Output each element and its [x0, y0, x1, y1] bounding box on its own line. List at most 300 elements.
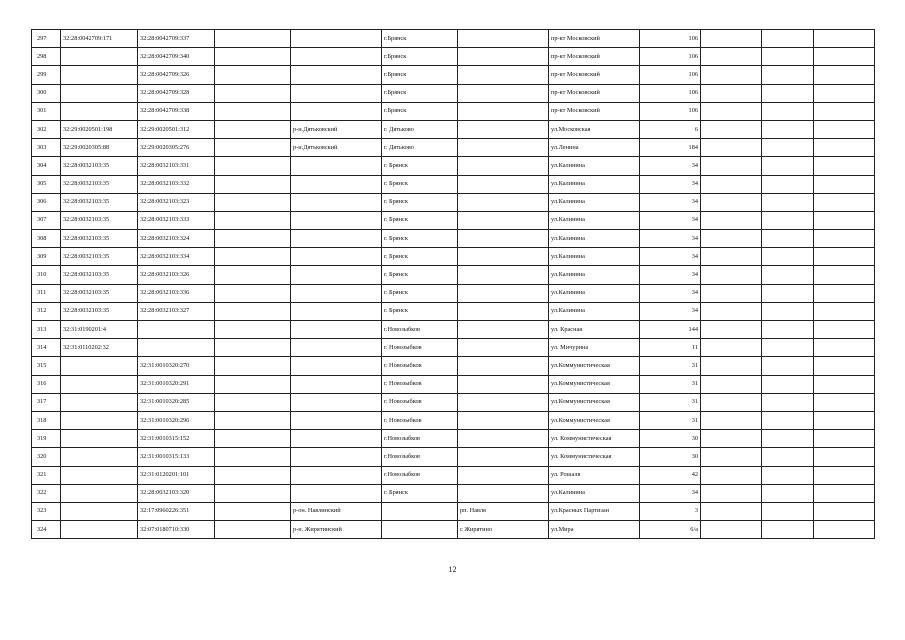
table-cell-city: г. Дятьково: [382, 139, 458, 157]
table-cell-cadastral-number-parcel: [61, 502, 138, 520]
table-cell-row-number: 319: [32, 430, 61, 448]
table-cell-extra-col-3: [814, 157, 875, 175]
table-row: [32, 339, 875, 357]
table-cell-house-number: 31: [640, 375, 701, 393]
table-cell-extra-col-1: [701, 120, 762, 138]
table-cell-extra-col-3: [814, 339, 875, 357]
table-cell-cadastral-number-parcel: 32:31:0190201:4: [61, 321, 138, 339]
table-cell-district: [291, 448, 382, 466]
table-cell-house-number: 34: [640, 284, 701, 302]
table-cell-extra-col-1: [701, 157, 762, 175]
table-cell-row-number: 313: [32, 321, 61, 339]
table-cell-settlement: [458, 157, 549, 175]
table-cell-settlement: [458, 211, 549, 229]
table-cell-cadastral-number-object: 32:28:0032103:320: [138, 484, 215, 502]
table-body: [32, 30, 875, 539]
table-cell-street: ул.Ленина: [549, 139, 640, 157]
table-cell-cadastral-number-object: 32:29:0020501:312: [138, 120, 215, 138]
table-cell-extra-col-2: [762, 266, 814, 284]
table-cell-house-number: 34: [640, 302, 701, 320]
table-row: [32, 357, 875, 375]
table-cell-extra-col-2: [762, 466, 814, 484]
table-cell-cadastral-number-object: 32:28:0042709:337: [138, 30, 215, 48]
table-cell-district: [291, 375, 382, 393]
table-cell-extra-col-2: [762, 502, 814, 520]
table-cell-cadastral-number-object: 32:28:0042709:340: [138, 48, 215, 66]
table-cell-cadastral-number-parcel: 32:28:0032103:35: [61, 284, 138, 302]
table-cell-extra-col-1: [701, 266, 762, 284]
table-cell-street: ул. Красная: [549, 321, 640, 339]
table-cell-district: [291, 30, 382, 48]
table-cell-cadastral-number-parcel: [61, 393, 138, 411]
table-cell-blank-col: [215, 248, 291, 266]
table-cell-extra-col-1: [701, 411, 762, 429]
table-cell-cadastral-number-parcel: [61, 484, 138, 502]
table-cell-cadastral-number-parcel: 32:29:0020501:198: [61, 120, 138, 138]
table-cell-settlement: [458, 302, 549, 320]
table-cell-extra-col-1: [701, 66, 762, 84]
table-cell-row-number: 299: [32, 66, 61, 84]
table-cell-house-number: 106: [640, 48, 701, 66]
table-cell-blank-col: [215, 120, 291, 138]
table-cell-extra-col-1: [701, 521, 762, 539]
table-cell-settlement: [458, 30, 549, 48]
table-cell-cadastral-number-object: 32:31:0120201:101: [138, 466, 215, 484]
table-cell-row-number: 298: [32, 48, 61, 66]
table-cell-extra-col-1: [701, 248, 762, 266]
table-row: [32, 30, 875, 48]
table-cell-extra-col-2: [762, 521, 814, 539]
table-cell-extra-col-1: [701, 30, 762, 48]
table-cell-cadastral-number-parcel: [61, 430, 138, 448]
table-cell-cadastral-number-parcel: [61, 466, 138, 484]
table-cell-district: [291, 193, 382, 211]
table-cell-row-number: 310: [32, 266, 61, 284]
table-cell-city: [382, 502, 458, 520]
table-cell-extra-col-3: [814, 84, 875, 102]
table-cell-cadastral-number-object: 32:28:0032103:333: [138, 211, 215, 229]
table-cell-extra-col-1: [701, 284, 762, 302]
table-cell-city: г. Брянск: [382, 230, 458, 248]
table-cell-settlement: [458, 484, 549, 502]
table-cell-house-number: 34: [640, 266, 701, 284]
table-cell-row-number: 323: [32, 502, 61, 520]
table-cell-blank-col: [215, 211, 291, 229]
table-cell-street: ул. Мичурина: [549, 339, 640, 357]
table-cell-extra-col-2: [762, 66, 814, 84]
table-cell-street: пр-кт Московский: [549, 84, 640, 102]
table-cell-row-number: 300: [32, 84, 61, 102]
table-cell-extra-col-1: [701, 193, 762, 211]
table-row: [32, 466, 875, 484]
table-row: [32, 248, 875, 266]
table-cell-blank-col: [215, 175, 291, 193]
table-cell-cadastral-number-object: 32:28:0042709:328: [138, 84, 215, 102]
table-cell-extra-col-2: [762, 411, 814, 429]
table-cell-row-number: 312: [32, 302, 61, 320]
table-cell-extra-col-2: [762, 230, 814, 248]
table-row: [32, 120, 875, 138]
table-cell-district: [291, 266, 382, 284]
table-cell-extra-col-1: [701, 393, 762, 411]
table-cell-extra-col-3: [814, 321, 875, 339]
table-cell-house-number: 34: [640, 157, 701, 175]
table-cell-cadastral-number-parcel: 32:28:0032103:35: [61, 211, 138, 229]
table-cell-city: г. Новозыбков: [382, 357, 458, 375]
table-cell-city: г. Новозыбков: [382, 393, 458, 411]
table-cell-settlement: [458, 430, 549, 448]
table-cell-extra-col-1: [701, 230, 762, 248]
table-cell-blank-col: [215, 30, 291, 48]
table-cell-extra-col-2: [762, 139, 814, 157]
table-cell-blank-col: [215, 502, 291, 520]
table-cell-cadastral-number-parcel: 32:28:0032103:35: [61, 266, 138, 284]
table-cell-cadastral-number-parcel: 32:28:0032103:35: [61, 230, 138, 248]
table-cell-blank-col: [215, 411, 291, 429]
table-cell-city: г.Новозыбков: [382, 466, 458, 484]
table-cell-extra-col-2: [762, 321, 814, 339]
table-cell-extra-col-2: [762, 157, 814, 175]
table-cell-city: г. Брянск: [382, 284, 458, 302]
table-cell-extra-col-3: [814, 266, 875, 284]
table-cell-house-number: 184: [640, 139, 701, 157]
table-cell-extra-col-2: [762, 211, 814, 229]
table-cell-cadastral-number-object: [138, 321, 215, 339]
table-cell-house-number: 3: [640, 502, 701, 520]
table-cell-extra-col-1: [701, 84, 762, 102]
table-cell-row-number: 306: [32, 193, 61, 211]
table-cell-row-number: 302: [32, 120, 61, 138]
table-cell-street: ул.Красных Партизан: [549, 502, 640, 520]
table-cell-extra-col-2: [762, 484, 814, 502]
table-cell-street: пр-кт Московский: [549, 102, 640, 120]
table-cell-blank-col: [215, 84, 291, 102]
table-cell-city: г. Новозыбков: [382, 411, 458, 429]
table-cell-street: ул.Калинина: [549, 484, 640, 502]
table-cell-street: ул.Калинина: [549, 175, 640, 193]
table-cell-extra-col-1: [701, 466, 762, 484]
table-cell-cadastral-number-object: 32:28:0042709:326: [138, 66, 215, 84]
table-cell-district: [291, 466, 382, 484]
table-cell-city: г.Брянск: [382, 30, 458, 48]
table-cell-street: пр-кт Московский: [549, 48, 640, 66]
table-cell-cadastral-number-parcel: [61, 357, 138, 375]
table-cell-city: г.Брянск: [382, 102, 458, 120]
table-cell-cadastral-number-object: 32:29:0020305:276: [138, 139, 215, 157]
table-row: [32, 230, 875, 248]
table-cell-cadastral-number-object: 32:28:0032103:324: [138, 230, 215, 248]
table-cell-row-number: 307: [32, 211, 61, 229]
table-cell-extra-col-3: [814, 502, 875, 520]
table-cell-house-number: 31: [640, 393, 701, 411]
table-cell-district: [291, 230, 382, 248]
table-cell-street: ул.Калинина: [549, 266, 640, 284]
table-cell-house-number: 34: [640, 248, 701, 266]
table-cell-cadastral-number-parcel: [61, 84, 138, 102]
table-cell-cadastral-number-object: 32:28:0042709:338: [138, 102, 215, 120]
table-cell-extra-col-1: [701, 211, 762, 229]
table-cell-street: ул.Коммунистическая: [549, 411, 640, 429]
table-cell-extra-col-3: [814, 357, 875, 375]
table-cell-row-number: 320: [32, 448, 61, 466]
table-cell-city: г. Новозыбков: [382, 339, 458, 357]
table-cell-settlement: [458, 339, 549, 357]
table-cell-house-number: 42: [640, 466, 701, 484]
table-cell-extra-col-3: [814, 175, 875, 193]
table-cell-cadastral-number-parcel: 32:28:0032103:35: [61, 248, 138, 266]
table-cell-district: [291, 484, 382, 502]
table-cell-street: ул.Московская: [549, 120, 640, 138]
table-cell-extra-col-3: [814, 521, 875, 539]
table-row: [32, 411, 875, 429]
table-cell-settlement: [458, 411, 549, 429]
table-row: [32, 175, 875, 193]
table-cell-house-number: 144: [640, 321, 701, 339]
table-cell-house-number: 30: [640, 430, 701, 448]
table-cell-cadastral-number-parcel: 32:28:0032103:35: [61, 302, 138, 320]
table-cell-district: р-н.Дятьковский: [291, 139, 382, 157]
table-cell-cadastral-number-object: 32:31:0010320:285: [138, 393, 215, 411]
table-row: [32, 302, 875, 320]
table-cell-extra-col-3: [814, 30, 875, 48]
table-cell-blank-col: [215, 230, 291, 248]
table-cell-cadastral-number-object: 32:31:0010320:270: [138, 357, 215, 375]
table-cell-settlement: [458, 66, 549, 84]
table-row: [32, 193, 875, 211]
table-cell-settlement: [458, 393, 549, 411]
table-cell-street: ул.Калинина: [549, 230, 640, 248]
table-cell-extra-col-3: [814, 284, 875, 302]
table-cell-settlement: [458, 321, 549, 339]
table-cell-cadastral-number-parcel: [61, 521, 138, 539]
table-cell-district: [291, 102, 382, 120]
table-cell-street: ул.Коммунистическая: [549, 357, 640, 375]
table-cell-street: ул.Калинина: [549, 157, 640, 175]
table-cell-settlement: [458, 375, 549, 393]
table-cell-cadastral-number-parcel: 32:28:0032103:35: [61, 175, 138, 193]
table-cell-settlement: [458, 139, 549, 157]
table-cell-house-number: 6/а: [640, 521, 701, 539]
table-cell-settlement: [458, 102, 549, 120]
table-cell-extra-col-3: [814, 393, 875, 411]
table-cell-district: р-он. Навлинский: [291, 502, 382, 520]
table-cell-extra-col-1: [701, 448, 762, 466]
table-cell-blank-col: [215, 193, 291, 211]
table-cell-house-number: 11: [640, 339, 701, 357]
table-cell-cadastral-number-object: 32:31:0010320:291: [138, 375, 215, 393]
table-cell-cadastral-number-parcel: [61, 375, 138, 393]
table-cell-blank-col: [215, 339, 291, 357]
table-cell-row-number: 317: [32, 393, 61, 411]
table-row: [32, 139, 875, 157]
table-cell-cadastral-number-object: 32:28:0032103:332: [138, 175, 215, 193]
table-cell-extra-col-2: [762, 248, 814, 266]
table-cell-row-number: 301: [32, 102, 61, 120]
table-cell-settlement: [458, 230, 549, 248]
table-row: [32, 284, 875, 302]
table-cell-house-number: 34: [640, 484, 701, 502]
table-row: [32, 484, 875, 502]
table-cell-street: пр-кт Московский: [549, 66, 640, 84]
table-cell-city: г. Брянск: [382, 266, 458, 284]
table-cell-settlement: [458, 84, 549, 102]
table-cell-city: г. Брянск: [382, 484, 458, 502]
table-cell-house-number: 34: [640, 230, 701, 248]
table-row: [32, 375, 875, 393]
table-cell-city: г. Новозыбков: [382, 375, 458, 393]
table-cell-extra-col-2: [762, 30, 814, 48]
table-cell-cadastral-number-object: 32:28:0032103:327: [138, 302, 215, 320]
table-cell-settlement: рп. Навля: [458, 502, 549, 520]
table-cell-cadastral-number-parcel: [61, 102, 138, 120]
table-cell-cadastral-number-object: 32:28:0032103:334: [138, 248, 215, 266]
table-row: [32, 84, 875, 102]
table-cell-extra-col-2: [762, 284, 814, 302]
table-cell-settlement: [458, 357, 549, 375]
table-cell-district: [291, 339, 382, 357]
table-cell-street: ул.Калинина: [549, 284, 640, 302]
table-cell-street: ул. Коммунистическая: [549, 430, 640, 448]
table-cell-settlement: [458, 448, 549, 466]
table-row: [32, 502, 875, 520]
table-cell-extra-col-1: [701, 321, 762, 339]
table-cell-blank-col: [215, 448, 291, 466]
table-cell-extra-col-2: [762, 339, 814, 357]
table-row: [32, 48, 875, 66]
table-cell-district: [291, 393, 382, 411]
table-cell-cadastral-number-parcel: 32:28:0032103:35: [61, 157, 138, 175]
table-cell-row-number: 316: [32, 375, 61, 393]
table-cell-extra-col-1: [701, 430, 762, 448]
table-cell-district: [291, 157, 382, 175]
table-cell-row-number: 297: [32, 30, 61, 48]
table-cell-cadastral-number-object: 32:28:0032103:331: [138, 157, 215, 175]
table-cell-cadastral-number-parcel: [61, 66, 138, 84]
table-cell-blank-col: [215, 139, 291, 157]
table-cell-row-number: 309: [32, 248, 61, 266]
table-cell-settlement: [458, 284, 549, 302]
table-cell-cadastral-number-object: 32:28:0032103:336: [138, 284, 215, 302]
table-cell-blank-col: [215, 375, 291, 393]
table-cell-district: [291, 430, 382, 448]
table-cell-district: [291, 248, 382, 266]
table-cell-extra-col-3: [814, 193, 875, 211]
table-cell-extra-col-3: [814, 411, 875, 429]
table-cell-extra-col-3: [814, 139, 875, 157]
table-cell-extra-col-2: [762, 393, 814, 411]
table-cell-city: г. Брянск: [382, 157, 458, 175]
table-cell-cadastral-number-parcel: 32:28:0032103:35: [61, 193, 138, 211]
table-cell-extra-col-2: [762, 375, 814, 393]
table-cell-city: г.Новозыбков: [382, 448, 458, 466]
table-cell-settlement: [458, 48, 549, 66]
table-cell-street: ул.Мира: [549, 521, 640, 539]
table-row: [32, 266, 875, 284]
table-row: [32, 393, 875, 411]
table-cell-extra-col-1: [701, 48, 762, 66]
table-cell-street: ул.Калинина: [549, 302, 640, 320]
table-cell-cadastral-number-object: 32:31:0010320:296: [138, 411, 215, 429]
table-cell-extra-col-1: [701, 375, 762, 393]
table-cell-blank-col: [215, 66, 291, 84]
table-cell-extra-col-3: [814, 302, 875, 320]
table-row: [32, 321, 875, 339]
table-cell-cadastral-number-object: 32:31:0010315:133: [138, 448, 215, 466]
table-cell-cadastral-number-object: 32:07:0180710:330: [138, 521, 215, 539]
table-cell-extra-col-1: [701, 484, 762, 502]
table-cell-cadastral-number-object: [138, 339, 215, 357]
table-cell-row-number: 303: [32, 139, 61, 157]
table-cell-row-number: 308: [32, 230, 61, 248]
table-cell-district: [291, 48, 382, 66]
table-cell-extra-col-3: [814, 484, 875, 502]
table-cell-house-number: 106: [640, 30, 701, 48]
table-cell-settlement: [458, 266, 549, 284]
table-cell-district: [291, 66, 382, 84]
table-cell-blank-col: [215, 430, 291, 448]
table-cell-cadastral-number-parcel: 32:29:0020305:88: [61, 139, 138, 157]
page-number: 12: [448, 565, 457, 574]
table-cell-house-number: 106: [640, 66, 701, 84]
table-cell-house-number: 34: [640, 193, 701, 211]
table-cell-district: [291, 211, 382, 229]
table-cell-extra-col-2: [762, 302, 814, 320]
table-cell-extra-col-3: [814, 211, 875, 229]
table-cell-settlement: [458, 193, 549, 211]
table-cell-settlement: [458, 248, 549, 266]
table-cell-blank-col: [215, 302, 291, 320]
table-cell-extra-col-2: [762, 102, 814, 120]
table-cell-extra-col-3: [814, 466, 875, 484]
table-cell-blank-col: [215, 521, 291, 539]
table-cell-blank-col: [215, 284, 291, 302]
table-cell-cadastral-number-object: 32:28:0032103:326: [138, 266, 215, 284]
table-cell-row-number: 322: [32, 484, 61, 502]
table-cell-district: [291, 302, 382, 320]
table-cell-blank-col: [215, 102, 291, 120]
table-cell-extra-col-3: [814, 248, 875, 266]
table-cell-city: г.Брянск: [382, 48, 458, 66]
table-row: [32, 102, 875, 120]
table-cell-cadastral-number-parcel: [61, 48, 138, 66]
table-cell-house-number: 106: [640, 84, 701, 102]
table-cell-blank-col: [215, 266, 291, 284]
table-cell-cadastral-number-parcel: 32:31:0110202:32: [61, 339, 138, 357]
table-cell-city: г.Новозыбков: [382, 321, 458, 339]
table-cell-settlement: с Жирятино: [458, 521, 549, 539]
table-cell-street: ул. Рошаля: [549, 466, 640, 484]
table-cell-city: [382, 521, 458, 539]
table-cell-extra-col-1: [701, 502, 762, 520]
table-cell-blank-col: [215, 357, 291, 375]
table-cell-city: г.Брянск: [382, 84, 458, 102]
table-cell-extra-col-3: [814, 230, 875, 248]
table-row: [32, 157, 875, 175]
table-cell-extra-col-2: [762, 193, 814, 211]
table-cell-cadastral-number-parcel: [61, 411, 138, 429]
table-cell-extra-col-3: [814, 66, 875, 84]
table-cell-extra-col-1: [701, 139, 762, 157]
table-cell-city: г. Брянск: [382, 193, 458, 211]
table-cell-extra-col-3: [814, 448, 875, 466]
table-cell-city: г. Брянск: [382, 175, 458, 193]
table-cell-blank-col: [215, 48, 291, 66]
table-cell-extra-col-1: [701, 175, 762, 193]
table-cell-street: ул.Калинина: [549, 193, 640, 211]
table-row: [32, 430, 875, 448]
table-cell-extra-col-3: [814, 48, 875, 66]
table-cell-street: ул.Калинина: [549, 211, 640, 229]
